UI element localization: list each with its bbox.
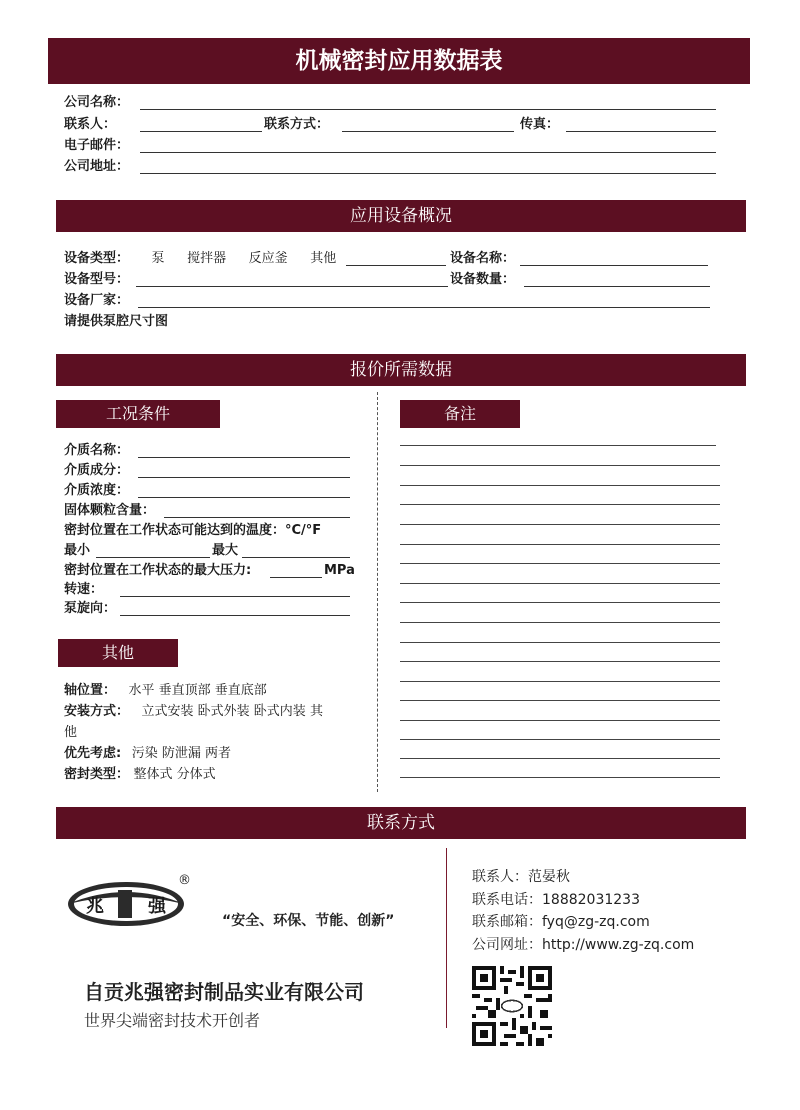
priority-label: 优先考虑: bbox=[64, 746, 122, 761]
contact-method-label: 联系方式： bbox=[264, 117, 330, 132]
company-name-label: 公司名称： bbox=[64, 95, 130, 110]
install-method-row bbox=[64, 703, 323, 721]
quote-section-header: 报价所需数据 bbox=[56, 354, 746, 386]
notes-line[interactable] bbox=[400, 485, 720, 486]
seal-type-row bbox=[64, 766, 216, 784]
notes-line[interactable] bbox=[400, 563, 720, 564]
notes-line[interactable] bbox=[400, 622, 720, 623]
notes-line[interactable] bbox=[400, 700, 720, 701]
company-name-field[interactable] bbox=[140, 96, 716, 110]
priority-row bbox=[64, 745, 231, 763]
option-mixer[interactable]: 搅拌器 bbox=[187, 251, 227, 266]
equipment-maker-label: 设备厂家： bbox=[64, 293, 130, 308]
medium-concentration-label: 介质浓度： bbox=[64, 483, 130, 498]
equipment-model-label: 设备型号： bbox=[64, 272, 130, 287]
notes-line[interactable] bbox=[400, 504, 720, 505]
equipment-section-header: 应用设备概况 bbox=[56, 200, 746, 232]
solid-content-label: 固体颗粒含量： bbox=[64, 503, 156, 518]
email-label: 电子邮件： bbox=[64, 138, 130, 153]
conditions-header: 工况条件 bbox=[56, 400, 220, 428]
solid-content-field[interactable] bbox=[164, 504, 350, 518]
fax-label: 传真： bbox=[520, 117, 560, 132]
slogan: “安全、环保、节能、创新” bbox=[222, 913, 395, 929]
equipment-name-label: 设备名称： bbox=[450, 251, 516, 266]
fax-field[interactable] bbox=[566, 118, 716, 132]
company-logo bbox=[66, 876, 190, 930]
rotation-label: 泵旋向： bbox=[64, 601, 117, 616]
medium-composition-label: 介质成分： bbox=[64, 463, 130, 478]
company-full-name: 自贡兆强密封制品实业有限公司 bbox=[84, 980, 364, 1004]
address-label: 公司地址： bbox=[64, 159, 130, 174]
contact-person: 联系人：范晏秋 bbox=[472, 869, 570, 885]
column-divider bbox=[377, 392, 378, 792]
notes-line[interactable] bbox=[400, 681, 720, 682]
pressure-unit: MPa bbox=[324, 563, 355, 578]
notes-line[interactable] bbox=[400, 465, 720, 466]
max-temp-field[interactable] bbox=[242, 544, 350, 558]
logo-char-right: 强 bbox=[148, 896, 166, 917]
min-temp-label: 最小 bbox=[64, 543, 91, 558]
temperature-label: 密封位置在工作状态可能达到的温度：°C/°F bbox=[64, 523, 322, 538]
equipment-type-row bbox=[64, 250, 336, 268]
notes-line[interactable] bbox=[400, 642, 720, 643]
notes-line[interactable] bbox=[400, 720, 720, 721]
speed-label: 转速： bbox=[64, 582, 104, 597]
notes-line[interactable] bbox=[400, 739, 720, 740]
contact-divider bbox=[446, 848, 447, 1028]
min-temp-field[interactable] bbox=[96, 544, 210, 558]
contact-email[interactable]: 联系邮箱：fyq@zg-zq.com bbox=[472, 914, 650, 930]
rotation-field[interactable] bbox=[120, 602, 350, 616]
notes-line[interactable] bbox=[400, 583, 720, 584]
notes-line[interactable] bbox=[400, 661, 720, 662]
install-method-options[interactable]: 立式安装 卧式外装 卧式内装 其 bbox=[141, 704, 323, 719]
contact-person-label: 联系人： bbox=[64, 117, 117, 132]
contact-section-header: 联系方式 bbox=[56, 807, 746, 839]
notes-line[interactable] bbox=[400, 445, 716, 446]
notes-line[interactable] bbox=[400, 544, 720, 545]
medium-name-label: 介质名称： bbox=[64, 443, 130, 458]
equipment-type-other-field[interactable] bbox=[346, 252, 446, 266]
max-temp-label: 最大 bbox=[212, 543, 239, 558]
install-method-wrap: 他 bbox=[64, 725, 78, 740]
equipment-maker-field[interactable] bbox=[138, 294, 710, 308]
equipment-name-field[interactable] bbox=[520, 252, 708, 266]
email-field[interactable] bbox=[140, 139, 716, 153]
medium-name-field[interactable] bbox=[138, 444, 350, 458]
notes-line[interactable] bbox=[400, 777, 720, 778]
logo-graphic bbox=[66, 876, 190, 930]
medium-composition-field[interactable] bbox=[138, 464, 350, 478]
page-title: 机械密封应用数据表 bbox=[48, 38, 750, 84]
contact-method-field[interactable] bbox=[342, 118, 514, 132]
logo-char-left: 兆 bbox=[86, 896, 104, 917]
option-other[interactable]: 其他 bbox=[310, 251, 337, 266]
registered-mark: ® bbox=[178, 873, 191, 888]
address-field[interactable] bbox=[140, 160, 716, 174]
notes-line[interactable] bbox=[400, 602, 720, 603]
notes-header: 备注 bbox=[400, 400, 520, 428]
pressure-field[interactable] bbox=[270, 564, 322, 578]
company-tagline: 世界尖端密封技术开创者 bbox=[84, 1011, 261, 1030]
drawing-note: 请提供泵腔尺寸图 bbox=[64, 314, 169, 329]
notes-line[interactable] bbox=[400, 524, 720, 525]
speed-field[interactable] bbox=[120, 583, 350, 597]
equipment-type-label: 设备类型： bbox=[64, 251, 130, 266]
axis-position-options[interactable]: 水平 垂直顶部 垂直底部 bbox=[128, 683, 267, 698]
seal-type-label: 密封类型： bbox=[64, 767, 130, 782]
priority-options[interactable]: 污染 防泄漏 两者 bbox=[131, 746, 231, 761]
equipment-count-field[interactable] bbox=[524, 273, 710, 287]
axis-position-row bbox=[64, 682, 267, 700]
install-method-label: 安装方式： bbox=[64, 704, 130, 719]
contact-person-field[interactable] bbox=[140, 118, 262, 132]
contact-phone: 联系电话：18882031233 bbox=[472, 892, 640, 908]
notes-line[interactable] bbox=[400, 758, 720, 759]
seal-type-options[interactable]: 整体式 分体式 bbox=[133, 767, 216, 782]
equipment-model-field[interactable] bbox=[136, 273, 448, 287]
other-header: 其他 bbox=[58, 639, 178, 667]
medium-concentration-field[interactable] bbox=[138, 484, 350, 498]
axis-position-label: 轴位置： bbox=[64, 683, 117, 698]
option-pump[interactable]: 泵 bbox=[151, 251, 165, 266]
contact-website[interactable]: 公司网址：http://www.zg-zq.com bbox=[472, 937, 695, 953]
equipment-count-label: 设备数量： bbox=[450, 272, 516, 287]
pressure-label: 密封位置在工作状态的最大压力: bbox=[64, 563, 252, 578]
qr-code-icon bbox=[472, 966, 552, 1046]
option-reactor[interactable]: 反应釜 bbox=[248, 251, 288, 266]
